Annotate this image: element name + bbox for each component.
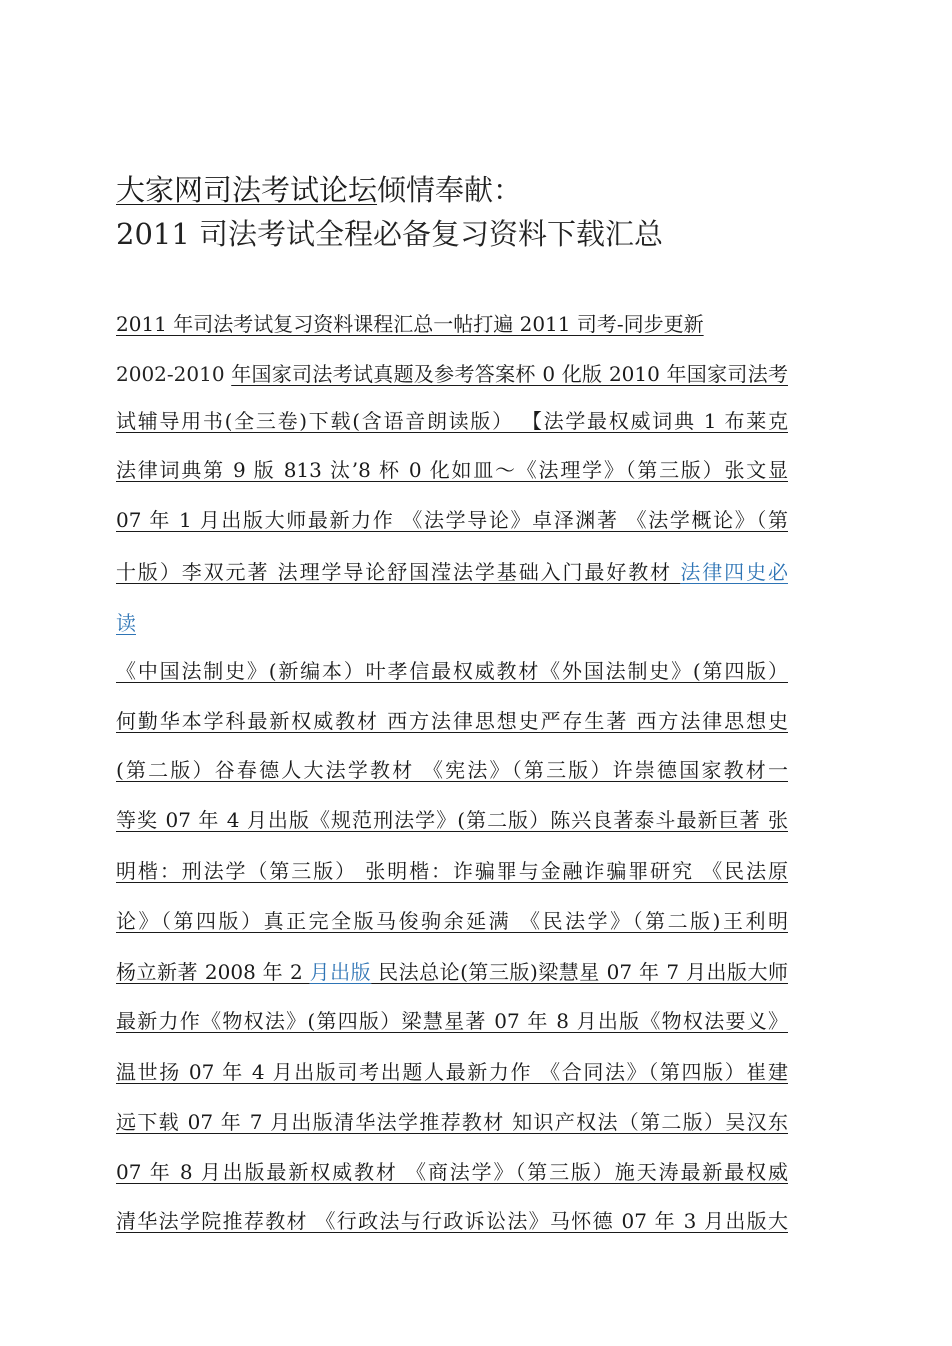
resource-line	[116, 455, 788, 485]
resource-link[interactable]: 杨立新著 2008 年 2	[116, 960, 310, 984]
resource-link[interactable]: 试辅导用书(全三卷)下载(含语音朗读版） 【法学最权威词典 1 布莱克	[116, 409, 788, 433]
resource-line	[116, 656, 788, 686]
resource-link[interactable]: 民法总论(第三版)梁慧星 07 年 7 月出版大师	[371, 960, 788, 984]
plain-text: 2002-2010	[116, 362, 232, 386]
resource-link[interactable]: 十版）李双元著 法理学导论舒国滢法学基础入门最好教材	[116, 560, 681, 584]
resource-link[interactable]: (第二版）谷春德人大法学教材 《宪法》（第三版）许崇德国家教材一	[116, 758, 788, 782]
resource-line	[116, 706, 788, 736]
highlighted-resource-link[interactable]: 读	[116, 611, 136, 635]
resource-line	[116, 1006, 788, 1036]
resource-link[interactable]: 何勤华本学科最新权威教材 西方法律思想史严存生著 西方法律思想史	[116, 709, 788, 733]
resource-line	[116, 755, 788, 785]
resource-link[interactable]: 明楷：刑法学（第三版） 张明楷：诈骗罪与金融诈骗罪研究 《民法原	[116, 859, 788, 883]
resource-link[interactable]: 《中国法制史》(新编本）叶孝信最权威教材《外国法制史》(第四版）	[116, 659, 788, 683]
resource-link[interactable]: 2011 年司法考试复习资料课程汇总一帖打遍 2011 司考-同步更新	[116, 312, 704, 336]
resource-line	[116, 957, 788, 987]
resource-link[interactable]: 清华法学院推荐教材 《行政法与行政诉讼法》马怀德 07 年 3 月出版大	[116, 1209, 788, 1233]
resource-line	[116, 406, 788, 436]
resource-link[interactable]: 法律词典第 9 版 813 汰’8 杯 0 化如皿～《法理学》（第三版）张文显	[116, 458, 788, 482]
resource-link[interactable]: 温世扬 07 年 4 月出版司考出题人最新力作 《合同法》（第四版）崔建	[116, 1060, 788, 1084]
resource-link[interactable]: 07 年 1 月出版大师最新力作 《法学导论》卓泽渊著 《法学概论》（第	[116, 508, 788, 532]
heading-suffix: 倾情奉献：	[377, 173, 523, 207]
highlighted-resource-link[interactable]: 法律四史必	[680, 560, 788, 584]
highlighted-resource-link[interactable]: 月出版	[309, 960, 372, 984]
resource-line	[116, 1057, 788, 1087]
resource-link[interactable]: 等奖 07 年 4 月出版《规范刑法学》(第二版）陈兴良著泰斗最新巨著 张	[116, 808, 788, 832]
resource-line	[116, 805, 788, 835]
resource-line	[116, 1157, 788, 1187]
resource-line	[116, 856, 788, 886]
resource-line	[116, 557, 788, 587]
resource-line	[116, 906, 788, 936]
heading-line-1	[116, 168, 816, 212]
resource-line	[116, 309, 788, 339]
resource-line	[116, 1107, 788, 1137]
resource-link[interactable]: 年国家司法考试真题及参考答案杯 0 化版 2010 年国家司法考	[231, 362, 788, 386]
resource-link[interactable]: 07 年 8 月出版最新权威教材 《商法学》（第三版）施天涛最新最权威	[116, 1160, 788, 1184]
resource-line	[116, 505, 788, 535]
forum-link[interactable]: 大家网司法考试论坛	[116, 173, 378, 207]
document-heading	[116, 168, 816, 256]
resource-link[interactable]: 最新力作《物权法》(第四版）梁慧星著 07 年 8 月出版《物权法要义》	[116, 1009, 788, 1033]
resource-link[interactable]: 论》（第四版）真正完全版马俊驹余延满 《民法学》（第二版)王利明	[116, 909, 788, 933]
heading-subtitle: 2011 司法考试全程必备复习资料下载汇总	[116, 217, 664, 251]
resource-link[interactable]: 远下载 07 年 7 月出版清华法学推荐教材 知识产权法（第二版）吴汉东	[116, 1110, 788, 1134]
resource-line	[116, 359, 788, 389]
resource-line	[116, 608, 788, 638]
resource-line	[116, 1206, 788, 1236]
